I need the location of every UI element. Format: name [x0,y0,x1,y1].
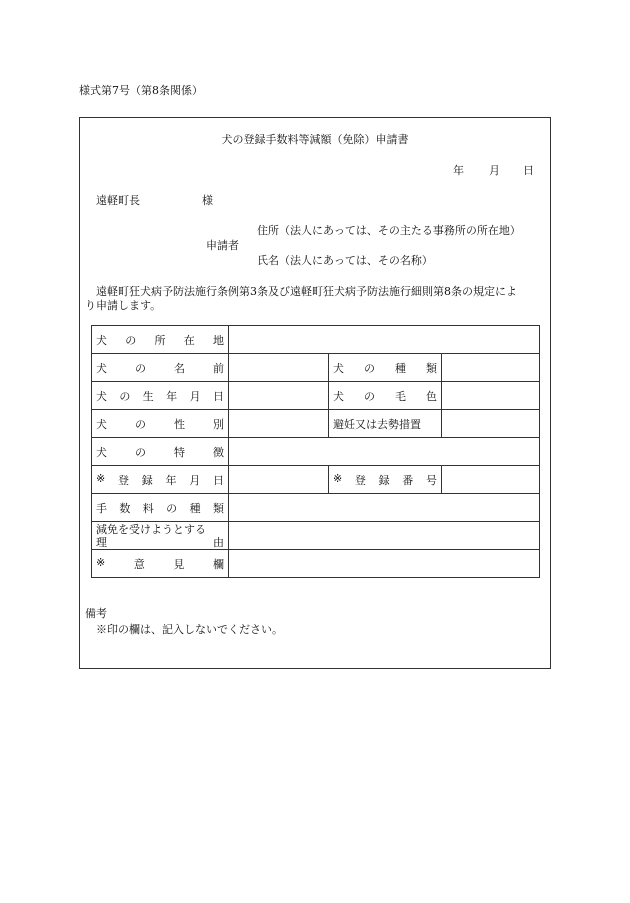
addressee-honorific: 様 [202,194,213,207]
date-year-label: 年 [453,164,464,177]
field-dog-breed[interactable] [442,354,540,382]
label-dog-location: 犬 の 所 在 地 [92,326,229,354]
table-row [92,382,540,410]
table-row [92,466,540,494]
field-dog-name[interactable] [229,354,329,382]
field-registration-date[interactable] [229,466,329,494]
statement-line-2: り申請します。 [85,299,162,312]
field-fee-type[interactable] [229,494,540,522]
label-dog-birthdate: 犬 の 生 年 月 日 [92,382,229,410]
addressee-name: 遠軽町長 [96,194,140,207]
table-row [92,494,540,522]
form-title: 犬の登録手数料等減額（免除）申請書 [221,133,409,146]
label-fee-type: 手 数 料 の 種 類 [92,494,229,522]
statement-line-1: 遠軽町狂犬病予防法施行条例第3条及び遠軽町狂犬病予防法施行細則第8条の規定によ [96,285,517,298]
field-dog-birthdate[interactable] [229,382,329,410]
field-opinion[interactable] [229,550,540,578]
field-sterilization[interactable] [442,410,540,438]
field-dog-coat[interactable] [442,382,540,410]
label-registration-number: ※ 登 録 番 号 [329,466,442,494]
field-dog-sex[interactable] [229,410,329,438]
label-opinion: ※ 意 見 欄 [92,550,229,578]
table-row [92,326,540,354]
table-row [92,550,540,578]
applicant-address: 住所（法人にあっては、その主たる事務所の所在地） [257,224,521,237]
notes-heading: 備考 [85,607,107,620]
field-dog-features[interactable] [229,438,540,466]
label-sterilization: 避妊又は去勢措置 [329,410,442,438]
date-month-label: 月 [489,164,500,177]
field-registration-number[interactable] [442,466,540,494]
label-dog-coat: 犬 の 毛 色 [329,382,442,410]
label-dog-name: 犬 の 名 前 [92,354,229,382]
notes-text: ※印の欄は、記入しないでください。 [96,623,283,636]
form-number: 様式第7号（第8条関係） [79,84,203,97]
label-dog-sex: 犬 の 性 別 [92,410,229,438]
table-row [92,522,540,550]
dog-info-table [91,325,540,578]
label-dog-breed: 犬 の 種 類 [329,354,442,382]
field-reduction-reason[interactable] [229,522,540,550]
date-day-label: 日 [523,164,534,177]
applicant-label: 申請者 [206,239,239,252]
applicant-name: 氏名（法人にあっては、その名称） [257,254,433,267]
field-dog-location[interactable] [229,326,540,354]
table-row [92,438,540,466]
label-reduction-reason: 減免を受けようとする 理 由 [92,522,229,550]
table-row [92,354,540,382]
label-dog-features: 犬 の 特 徴 [92,438,229,466]
table-row [92,410,540,438]
label-registration-date: ※ 登 録 年 月 日 [92,466,229,494]
